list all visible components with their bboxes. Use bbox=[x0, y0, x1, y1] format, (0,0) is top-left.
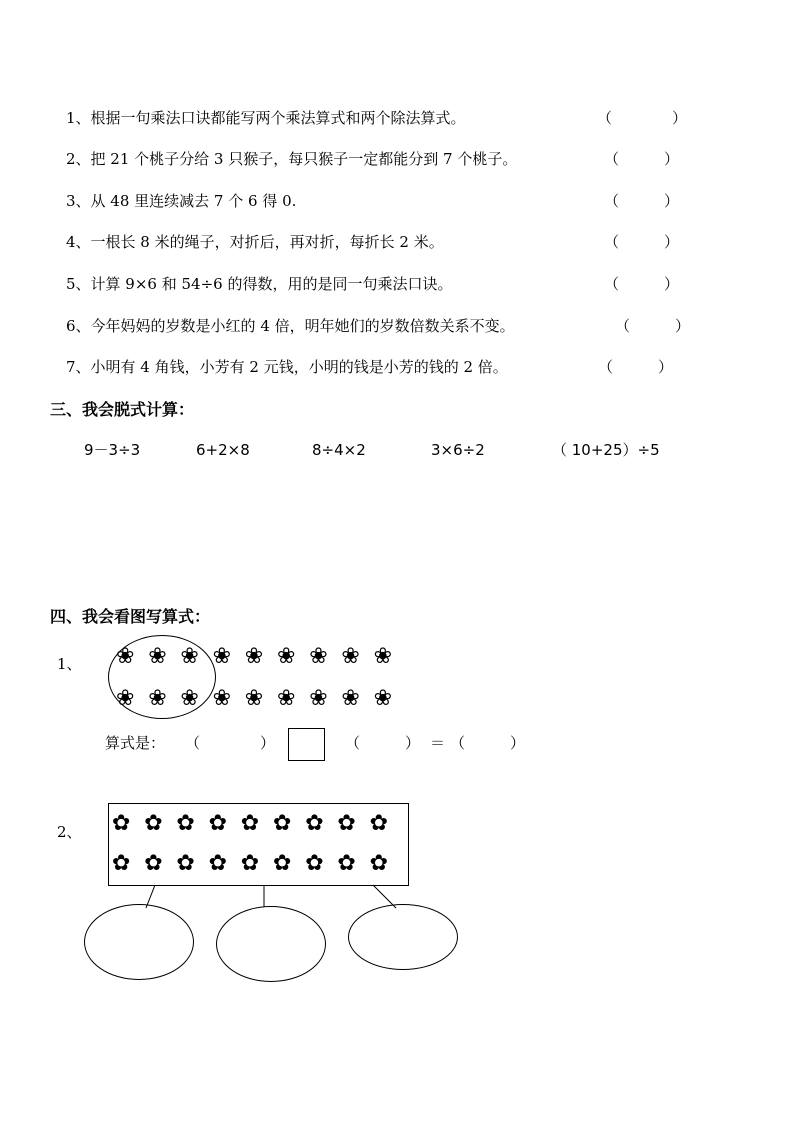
picture-question-2-number: 2、 bbox=[57, 823, 82, 841]
picture-question-1-number: 1、 bbox=[57, 655, 82, 673]
flower-icon: ❀ bbox=[373, 644, 393, 669]
flower-icon: ❀ bbox=[116, 686, 135, 711]
flower-icon: ✿ bbox=[305, 851, 324, 876]
flower-icon: ✿ bbox=[369, 811, 389, 836]
expression-3: 8÷4×2 bbox=[312, 441, 366, 459]
flower-icon: ❀ bbox=[309, 644, 328, 669]
answer-paren-1[interactable]: （ ） bbox=[597, 109, 688, 127]
answer-paren-7[interactable]: （ ） bbox=[598, 358, 674, 376]
judgement-item-5: 5、计算 9×6 和 54÷6 的得数，用的是同一句乘法口诀。 bbox=[66, 275, 453, 293]
flower-icon: ❀ bbox=[277, 686, 296, 711]
flower-icon: ❀ bbox=[212, 644, 232, 669]
flower-icon: ✿ bbox=[176, 851, 195, 876]
flower-icon: ❀ bbox=[148, 686, 167, 711]
formula-paren-3[interactable]: （ ） bbox=[450, 734, 526, 752]
section-3-title: 三、我会脱式计算： bbox=[50, 400, 195, 419]
judgement-item-2: 2、把 21 个桃子分给 3 只猴子，每只猴子一定都能分到 7 个桃子。 bbox=[66, 150, 518, 168]
expression-4: 3×6÷2 bbox=[431, 441, 485, 459]
flower-icon: ✿ bbox=[208, 811, 228, 836]
flower-icon: ❀ bbox=[244, 686, 264, 711]
section-4-title: 四、我会看图写算式： bbox=[50, 607, 211, 626]
flower-icon: ✿ bbox=[337, 851, 356, 876]
answer-oval-2[interactable] bbox=[216, 906, 326, 982]
flower-icon: ❀ bbox=[341, 644, 360, 669]
flower-icon: ✿ bbox=[144, 811, 163, 836]
flower-icon: ✿ bbox=[144, 851, 163, 876]
expression-5: （ 10+25）÷5 bbox=[552, 441, 660, 459]
answer-paren-6[interactable]: （ ） bbox=[615, 317, 691, 335]
flower-icon: ❀ bbox=[180, 686, 199, 711]
formula-label: 算式是： bbox=[105, 734, 166, 752]
answer-oval-3[interactable] bbox=[348, 904, 458, 970]
judgement-item-3: 3、从 48 里连续减去 7 个 6 得 0. bbox=[66, 192, 297, 210]
judgement-item-7: 7、小明有 4 角钱，小芳有 2 元钱，小明的钱是小芳的钱的 2 倍。 bbox=[66, 358, 508, 376]
expression-2: 6+2×8 bbox=[196, 441, 250, 459]
formula-paren-2[interactable]: （ ） bbox=[345, 734, 421, 752]
flower-icon: ❀ bbox=[116, 644, 135, 669]
flower-icon: ✿ bbox=[337, 811, 356, 836]
equals-sign: ＝ bbox=[430, 734, 446, 752]
judgement-item-4: 4、一根长 8 米的绳子，对折后，再对折，每折长 2 米。 bbox=[66, 233, 444, 251]
expression-1: 9－3÷3 bbox=[84, 441, 141, 459]
judgement-item-6: 6、今年妈妈的岁数是小红的 4 倍，明年她们的岁数倍数关系不变。 bbox=[66, 317, 515, 335]
flower-icon: ✿ bbox=[112, 811, 131, 836]
flower-icon: ❀ bbox=[244, 644, 264, 669]
flower-icon: ✿ bbox=[240, 851, 260, 876]
flower-icon: ✿ bbox=[208, 851, 228, 876]
flower-icon: ✿ bbox=[112, 851, 131, 876]
flower-icon: ❀ bbox=[148, 644, 167, 669]
flower-icon: ✿ bbox=[176, 811, 195, 836]
flower-icon: ❀ bbox=[212, 686, 232, 711]
flower-icon: ❀ bbox=[309, 686, 328, 711]
formula-paren-1[interactable]: （ ） bbox=[185, 734, 276, 752]
answer-oval-1[interactable] bbox=[84, 904, 194, 980]
flower-icon: ✿ bbox=[240, 811, 260, 836]
answer-paren-2[interactable]: （ ） bbox=[604, 150, 680, 168]
flower-icon: ✿ bbox=[273, 851, 292, 876]
flower-icon: ❀ bbox=[373, 686, 393, 711]
flower-icon: ✿ bbox=[369, 851, 389, 876]
flower-icon: ❀ bbox=[180, 644, 199, 669]
answer-paren-3[interactable]: （ ） bbox=[604, 192, 680, 210]
flower-icon: ❀ bbox=[341, 686, 360, 711]
flower-icon: ✿ bbox=[273, 811, 292, 836]
flower-icon: ❀ bbox=[277, 644, 296, 669]
answer-paren-5[interactable]: （ ） bbox=[604, 275, 680, 293]
judgement-item-1: 1、根据一句乘法口诀都能写两个乘法算式和两个除法算式。 bbox=[66, 109, 466, 127]
flower-icon: ✿ bbox=[305, 811, 324, 836]
answer-paren-4[interactable]: （ ） bbox=[604, 233, 680, 251]
